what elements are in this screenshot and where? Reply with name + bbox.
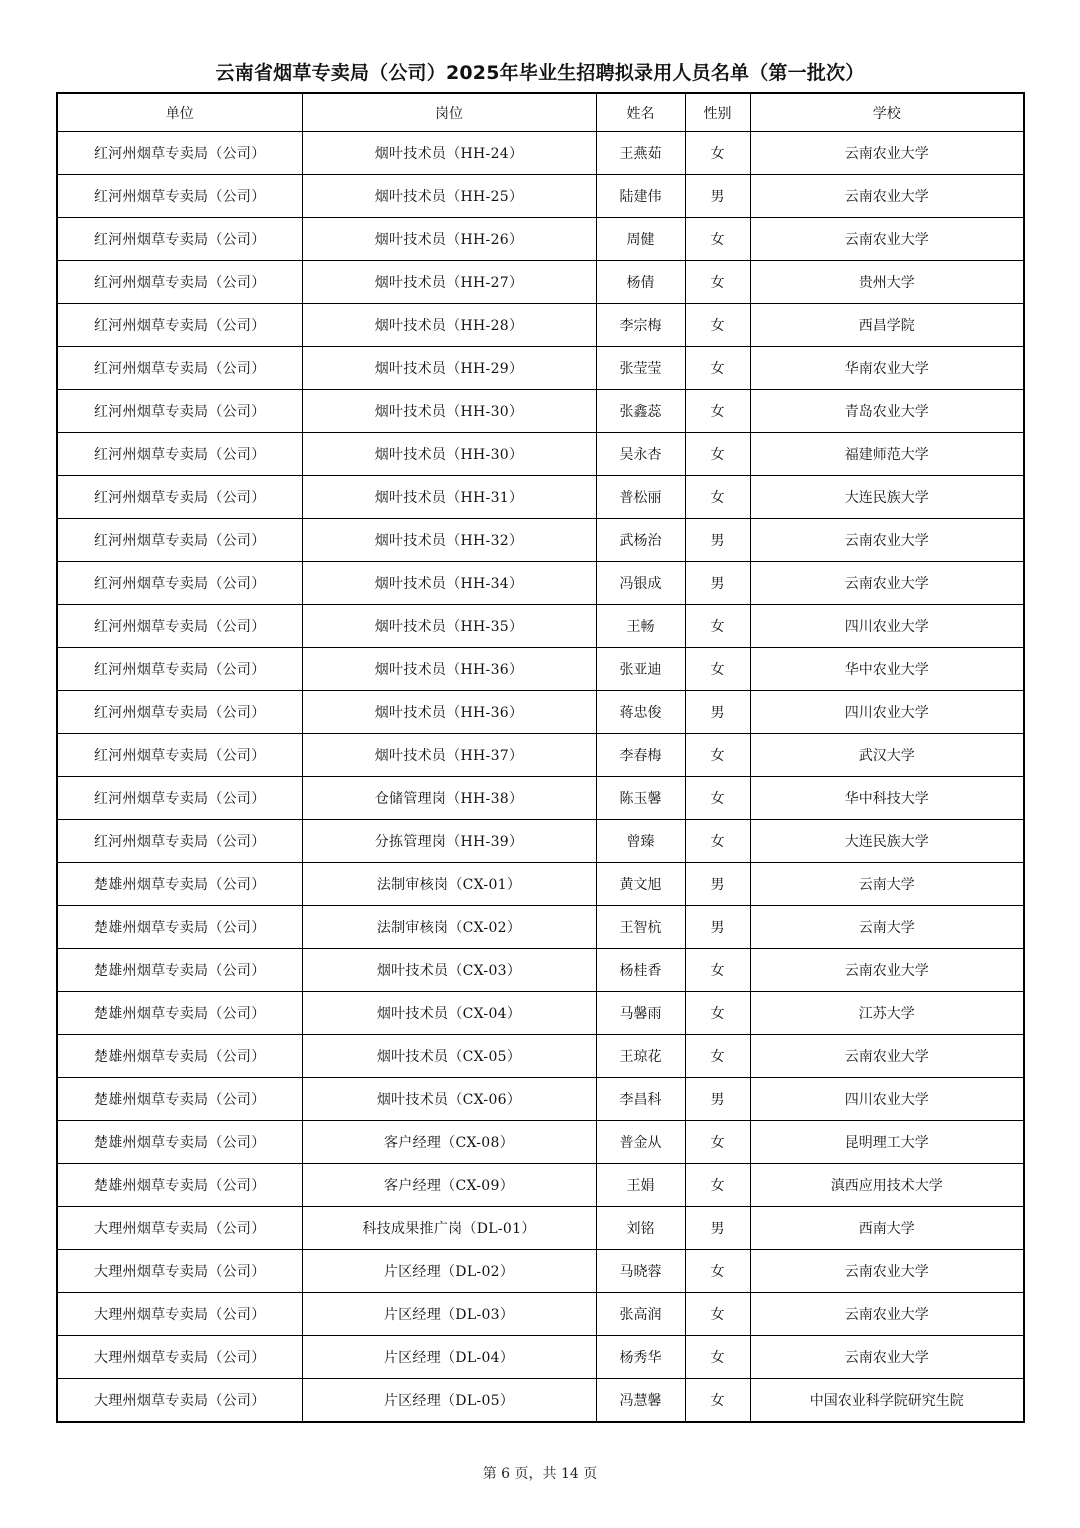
cell-post: 烟叶技术员（HH-25） xyxy=(302,175,596,218)
cell-school: 华南农业大学 xyxy=(750,347,1024,390)
cell-gender: 女 xyxy=(685,1164,750,1207)
cell-post: 烟叶技术员（HH-30） xyxy=(302,433,596,476)
cell-gender: 女 xyxy=(685,347,750,390)
cell-post: 法制审核岗（CX-02） xyxy=(302,906,596,949)
cell-gender: 女 xyxy=(685,949,750,992)
cell-gender: 男 xyxy=(685,1078,750,1121)
cell-unit: 楚雄州烟草专卖局（公司） xyxy=(57,1121,302,1164)
cell-post: 烟叶技术员（HH-28） xyxy=(302,304,596,347)
cell-post: 烟叶技术员（HH-27） xyxy=(302,261,596,304)
cell-post: 烟叶技术员（HH-36） xyxy=(302,648,596,691)
cell-unit: 红河州烟草专卖局（公司） xyxy=(57,691,302,734)
column-header-school: 学校 xyxy=(750,93,1024,132)
cell-school: 四川农业大学 xyxy=(750,605,1024,648)
cell-name: 张亚迪 xyxy=(596,648,685,691)
table-row xyxy=(57,132,1024,175)
cell-gender: 女 xyxy=(685,433,750,476)
cell-name: 杨倩 xyxy=(596,261,685,304)
cell-school: 福建师范大学 xyxy=(750,433,1024,476)
table-row xyxy=(57,175,1024,218)
cell-unit: 红河州烟草专卖局（公司） xyxy=(57,304,302,347)
cell-name: 黄文旭 xyxy=(596,863,685,906)
table-row xyxy=(57,433,1024,476)
table-row xyxy=(57,605,1024,648)
cell-gender: 男 xyxy=(685,863,750,906)
cell-unit: 红河州烟草专卖局（公司） xyxy=(57,175,302,218)
table-row xyxy=(57,1379,1024,1423)
table-row xyxy=(57,562,1024,605)
cell-post: 烟叶技术员（CX-04） xyxy=(302,992,596,1035)
cell-unit: 红河州烟草专卖局（公司） xyxy=(57,519,302,562)
candidate-table xyxy=(56,92,1025,1423)
cell-school: 华中农业大学 xyxy=(750,648,1024,691)
cell-post: 科技成果推广岗（DL-01） xyxy=(302,1207,596,1250)
cell-unit: 楚雄州烟草专卖局（公司） xyxy=(57,1078,302,1121)
cell-name: 冯银成 xyxy=(596,562,685,605)
cell-gender: 女 xyxy=(685,304,750,347)
cell-name: 曾臻 xyxy=(596,820,685,863)
cell-gender: 女 xyxy=(685,992,750,1035)
cell-gender: 女 xyxy=(685,132,750,175)
cell-gender: 女 xyxy=(685,777,750,820)
cell-gender: 女 xyxy=(685,605,750,648)
cell-post: 烟叶技术员（HH-32） xyxy=(302,519,596,562)
table-row xyxy=(57,992,1024,1035)
cell-post: 烟叶技术员（HH-37） xyxy=(302,734,596,777)
cell-school: 云南农业大学 xyxy=(750,949,1024,992)
cell-school: 云南农业大学 xyxy=(750,1293,1024,1336)
cell-name: 李春梅 xyxy=(596,734,685,777)
cell-name: 张高润 xyxy=(596,1293,685,1336)
cell-unit: 楚雄州烟草专卖局（公司） xyxy=(57,1164,302,1207)
cell-school: 华中科技大学 xyxy=(750,777,1024,820)
cell-name: 李宗梅 xyxy=(596,304,685,347)
cell-name: 杨秀华 xyxy=(596,1336,685,1379)
cell-unit: 大理州烟草专卖局（公司） xyxy=(57,1336,302,1379)
table-row xyxy=(57,261,1024,304)
cell-unit: 红河州烟草专卖局（公司） xyxy=(57,562,302,605)
cell-name: 李昌科 xyxy=(596,1078,685,1121)
table-row xyxy=(57,1336,1024,1379)
table-row xyxy=(57,390,1024,433)
table-row xyxy=(57,949,1024,992)
cell-unit: 红河州烟草专卖局（公司） xyxy=(57,261,302,304)
cell-gender: 女 xyxy=(685,476,750,519)
table-row xyxy=(57,648,1024,691)
cell-name: 吴永杏 xyxy=(596,433,685,476)
table-row xyxy=(57,906,1024,949)
column-header-unit: 单位 xyxy=(57,93,302,132)
cell-gender: 男 xyxy=(685,519,750,562)
cell-name: 普金从 xyxy=(596,1121,685,1164)
table-body xyxy=(57,132,1024,1423)
cell-school: 云南农业大学 xyxy=(750,1336,1024,1379)
cell-post: 片区经理（DL-03） xyxy=(302,1293,596,1336)
cell-school: 江苏大学 xyxy=(750,992,1024,1035)
cell-unit: 红河州烟草专卖局（公司） xyxy=(57,132,302,175)
cell-post: 烟叶技术员（HH-26） xyxy=(302,218,596,261)
cell-post: 仓储管理岗（HH-38） xyxy=(302,777,596,820)
cell-gender: 女 xyxy=(685,820,750,863)
table-row xyxy=(57,1250,1024,1293)
table-row xyxy=(57,476,1024,519)
cell-unit: 红河州烟草专卖局（公司） xyxy=(57,433,302,476)
cell-unit: 楚雄州烟草专卖局（公司） xyxy=(57,1035,302,1078)
cell-unit: 红河州烟草专卖局（公司） xyxy=(57,476,302,519)
table-row xyxy=(57,734,1024,777)
cell-school: 云南大学 xyxy=(750,906,1024,949)
cell-unit: 大理州烟草专卖局（公司） xyxy=(57,1293,302,1336)
cell-post: 法制审核岗（CX-01） xyxy=(302,863,596,906)
cell-unit: 楚雄州烟草专卖局（公司） xyxy=(57,949,302,992)
cell-name: 杨桂香 xyxy=(596,949,685,992)
cell-gender: 女 xyxy=(685,390,750,433)
cell-post: 烟叶技术员（CX-06） xyxy=(302,1078,596,1121)
cell-post: 烟叶技术员（HH-36） xyxy=(302,691,596,734)
cell-unit: 大理州烟草专卖局（公司） xyxy=(57,1207,302,1250)
cell-gender: 女 xyxy=(685,218,750,261)
cell-name: 王畅 xyxy=(596,605,685,648)
cell-school: 贵州大学 xyxy=(750,261,1024,304)
cell-school: 西南大学 xyxy=(750,1207,1024,1250)
table-row xyxy=(57,218,1024,261)
cell-gender: 女 xyxy=(685,734,750,777)
cell-post: 烟叶技术员（HH-24） xyxy=(302,132,596,175)
cell-name: 张莹莹 xyxy=(596,347,685,390)
table-row xyxy=(57,1293,1024,1336)
cell-unit: 楚雄州烟草专卖局（公司） xyxy=(57,992,302,1035)
cell-post: 烟叶技术员（CX-05） xyxy=(302,1035,596,1078)
cell-post: 烟叶技术员（HH-35） xyxy=(302,605,596,648)
cell-name: 王琼花 xyxy=(596,1035,685,1078)
cell-name: 普松丽 xyxy=(596,476,685,519)
cell-gender: 女 xyxy=(685,261,750,304)
cell-unit: 红河州烟草专卖局（公司） xyxy=(57,605,302,648)
cell-name: 陆建伟 xyxy=(596,175,685,218)
cell-gender: 男 xyxy=(685,1207,750,1250)
cell-name: 王燕茹 xyxy=(596,132,685,175)
cell-post: 分拣管理岗（HH-39） xyxy=(302,820,596,863)
cell-post: 客户经理（CX-08） xyxy=(302,1121,596,1164)
cell-unit: 红河州烟草专卖局（公司） xyxy=(57,820,302,863)
cell-post: 烟叶技术员（HH-31） xyxy=(302,476,596,519)
cell-gender: 女 xyxy=(685,1293,750,1336)
cell-school: 大连民族大学 xyxy=(750,476,1024,519)
cell-post: 烟叶技术员（HH-29） xyxy=(302,347,596,390)
cell-name: 王智杭 xyxy=(596,906,685,949)
column-header-post: 岗位 xyxy=(302,93,596,132)
cell-school: 中国农业科学院研究生院 xyxy=(750,1379,1024,1423)
cell-unit: 红河州烟草专卖局（公司） xyxy=(57,218,302,261)
table-row xyxy=(57,1035,1024,1078)
document-title: 云南省烟草专卖局（公司）2025年毕业生招聘拟录用人员名单（第一批次） xyxy=(215,62,865,84)
column-header-name: 姓名 xyxy=(596,93,685,132)
column-header-gender: 性别 xyxy=(685,93,750,132)
cell-post: 客户经理（CX-09） xyxy=(302,1164,596,1207)
cell-post: 片区经理（DL-02） xyxy=(302,1250,596,1293)
cell-gender: 女 xyxy=(685,1121,750,1164)
cell-post: 片区经理（DL-04） xyxy=(302,1336,596,1379)
cell-gender: 女 xyxy=(685,1379,750,1423)
table-row xyxy=(57,820,1024,863)
table-row xyxy=(57,1207,1024,1250)
table-row xyxy=(57,691,1024,734)
cell-school: 四川农业大学 xyxy=(750,691,1024,734)
cell-school: 大连民族大学 xyxy=(750,820,1024,863)
cell-gender: 男 xyxy=(685,906,750,949)
cell-post: 烟叶技术员（HH-34） xyxy=(302,562,596,605)
cell-name: 王娟 xyxy=(596,1164,685,1207)
cell-school: 四川农业大学 xyxy=(750,1078,1024,1121)
cell-school: 云南农业大学 xyxy=(750,562,1024,605)
cell-name: 周健 xyxy=(596,218,685,261)
cell-post: 烟叶技术员（CX-03） xyxy=(302,949,596,992)
cell-school: 武汉大学 xyxy=(750,734,1024,777)
cell-gender: 女 xyxy=(685,648,750,691)
cell-school: 昆明理工大学 xyxy=(750,1121,1024,1164)
cell-school: 滇西应用技术大学 xyxy=(750,1164,1024,1207)
cell-school: 云南农业大学 xyxy=(750,1250,1024,1293)
cell-post: 烟叶技术员（HH-30） xyxy=(302,390,596,433)
table-row xyxy=(57,777,1024,820)
cell-post: 片区经理（DL-05） xyxy=(302,1379,596,1423)
table-header-row xyxy=(57,93,1024,132)
cell-name: 张鑫蕊 xyxy=(596,390,685,433)
cell-school: 青岛农业大学 xyxy=(750,390,1024,433)
cell-school: 西昌学院 xyxy=(750,304,1024,347)
cell-unit: 楚雄州烟草专卖局（公司） xyxy=(57,906,302,949)
cell-unit: 红河州烟草专卖局（公司） xyxy=(57,648,302,691)
cell-school: 云南农业大学 xyxy=(750,1035,1024,1078)
cell-name: 冯慧馨 xyxy=(596,1379,685,1423)
cell-name: 马晓蓉 xyxy=(596,1250,685,1293)
cell-gender: 女 xyxy=(685,1035,750,1078)
table-row xyxy=(57,1164,1024,1207)
cell-gender: 男 xyxy=(685,691,750,734)
table-row xyxy=(57,1078,1024,1121)
cell-gender: 女 xyxy=(685,1250,750,1293)
cell-gender: 男 xyxy=(685,562,750,605)
cell-name: 马馨雨 xyxy=(596,992,685,1035)
cell-unit: 大理州烟草专卖局（公司） xyxy=(57,1379,302,1423)
cell-school: 云南农业大学 xyxy=(750,519,1024,562)
cell-name: 陈玉馨 xyxy=(596,777,685,820)
cell-gender: 男 xyxy=(685,175,750,218)
table-row xyxy=(57,347,1024,390)
cell-name: 武杨治 xyxy=(596,519,685,562)
table-row xyxy=(57,304,1024,347)
cell-unit: 红河州烟草专卖局（公司） xyxy=(57,734,302,777)
page-number: 第 6 页，共 14 页 xyxy=(482,1466,598,1482)
cell-school: 云南农业大学 xyxy=(750,218,1024,261)
table-row xyxy=(57,863,1024,906)
table-row xyxy=(57,519,1024,562)
cell-school: 云南农业大学 xyxy=(750,132,1024,175)
cell-unit: 楚雄州烟草专卖局（公司） xyxy=(57,863,302,906)
cell-unit: 红河州烟草专卖局（公司） xyxy=(57,390,302,433)
cell-name: 刘铭 xyxy=(596,1207,685,1250)
cell-unit: 红河州烟草专卖局（公司） xyxy=(57,777,302,820)
table-row xyxy=(57,1121,1024,1164)
cell-school: 云南大学 xyxy=(750,863,1024,906)
cell-school: 云南农业大学 xyxy=(750,175,1024,218)
cell-name: 蒋忠俊 xyxy=(596,691,685,734)
cell-unit: 红河州烟草专卖局（公司） xyxy=(57,347,302,390)
cell-gender: 女 xyxy=(685,1336,750,1379)
cell-unit: 大理州烟草专卖局（公司） xyxy=(57,1250,302,1293)
